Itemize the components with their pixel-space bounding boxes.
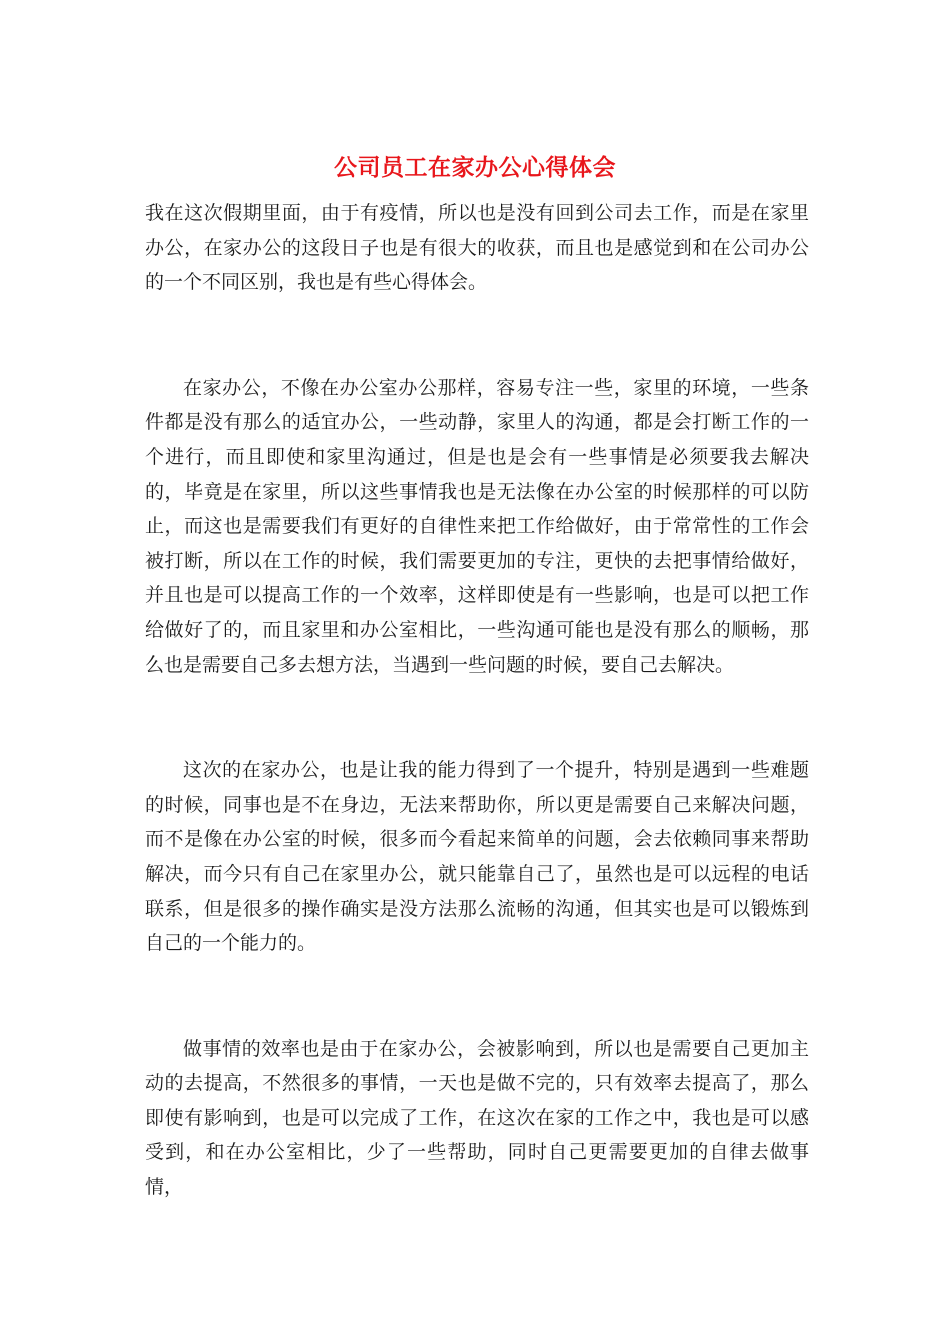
paragraph-gap [145,300,809,371]
paragraph-gap [145,682,809,753]
document-body [145,196,809,1205]
paragraph-focus: 在家办公，不像在办公室办公那样，容易专注一些，家里的环境，一些条件都是没有那么的适宜办公，一些动静，家里人的沟通，都是会打断工作的一个进行，而且即使和家里沟通过，但是也是会有一些事情是必须要我去解决的，毕竟是在家里，所以这些事情我也是无法像在办公室的时候那样的可以防止，而这也是需要我们有更好的自律性来把工作给做好，由于常常性的工作会被打断，所以在工作的时候，我们需要更加的专注，更快的去把事情给做好，并且也是可以提高工作的一个效率，这样即使是有一些影响，也是可以把工作给做好了的，而且家里和办公室相比，一些沟通可能也是没有那么的顺畅，那么也是需要自己多去想方法，当遇到一些问题的时候，要自己去解决。 [145,376,809,676]
paragraph-efficiency: 做事情的效率也是由于在家办公，会被影响到，所以也是需要自己更加主动的去提高，不然很多的事情，一天也是做不完的，只有效率去提高了，那么即使有影响到，也是可以完成了工作，在这次在家的工作之中，我也是可以感受到，和在办公室相比，少了一些帮助，同时自己更需要更加的自律去做事情， [145,1037,809,1199]
paragraph-intro: 我在这次假期里面，由于有疫情，所以也是没有回到公司去工作，而是在家里办公，在家办公的这段日子也是有很大的收获，而且也是感觉到和在公司办公的一个不同区别，我也是有些心得体会。 [145,202,809,294]
paragraph-ability: 这次的在家办公，也是让我的能力得到了一个提升，特别是遇到一些难题的时候，同事也是不在身边，无法来帮助你，所以更是需要自己来解决问题，而不是像在办公室的时候，很多而今看起来简单的问题，会去依赖同事来帮助解决，而今只有自己在家里办公，就只能靠自己了，虽然也是可以远程的电话联系，但是很多的操作确实是没方法那么流畅的沟通，但其实也是可以锻炼到自己的一个能力的。 [145,759,809,955]
paragraph-gap [145,961,809,1032]
document-title: 公司员工在家办公心得体会 [334,154,616,181]
